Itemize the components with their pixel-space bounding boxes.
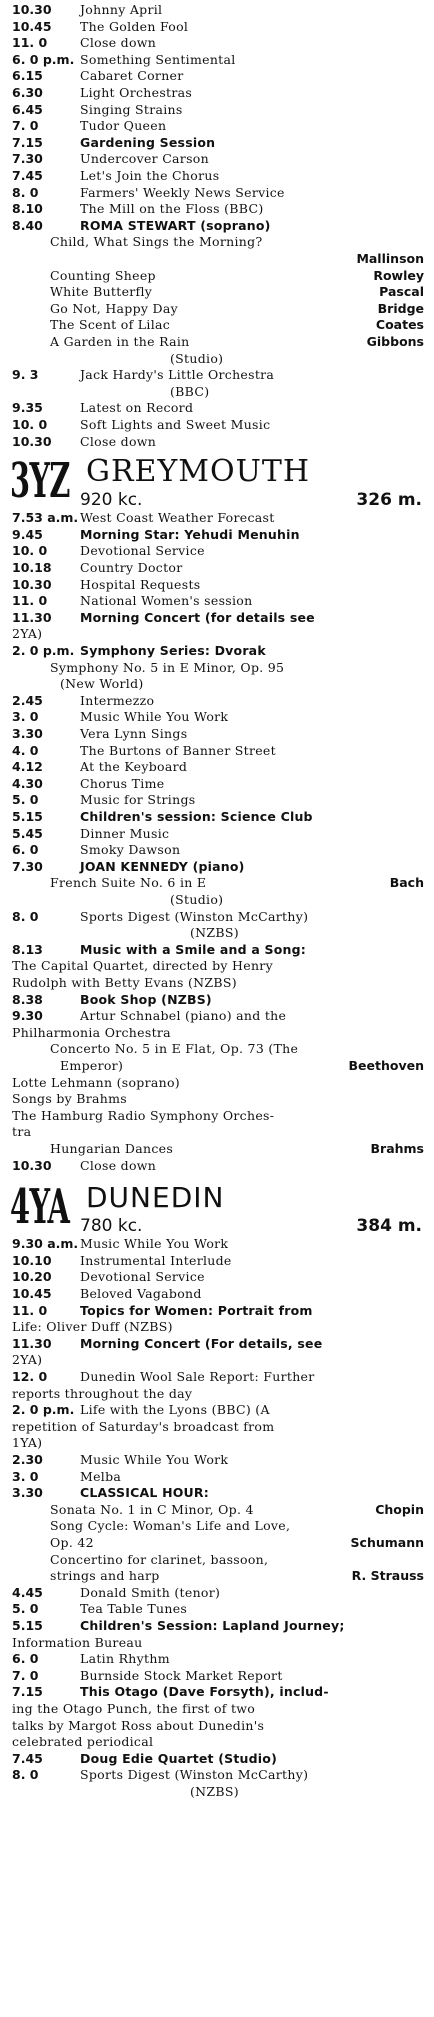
programme-title: Symphony Series: Dvorak [80, 643, 266, 658]
programme-line [0, 626, 434, 642]
station-city: GREYMOUTH [86, 454, 311, 490]
station-header-4ya [0, 1178, 434, 1238]
programme-title: Singing Strains [80, 101, 183, 117]
programme-title: Intermezzo [80, 692, 155, 708]
programme-line [0, 52, 434, 68]
programme-time: 7. 0 [12, 118, 39, 134]
composer-name: Coates [375, 317, 424, 333]
programme-time: 5.45 [12, 825, 43, 841]
programme-title: ROMA STEWART (soprano) [80, 217, 271, 233]
programme-title: Latest on Record [80, 400, 194, 416]
programme-time: 9.30 a.m. [12, 1236, 79, 1252]
programme-line [0, 268, 434, 284]
programme-line [0, 892, 434, 908]
programme-time: 11.30 [12, 1335, 52, 1351]
station-header-3yz [0, 452, 434, 512]
programme-title: Instrumental Interlude [80, 1252, 232, 1268]
programme-title: Tudor Queen [80, 118, 167, 134]
programme-line [0, 1352, 434, 1368]
programme-line [0, 759, 434, 775]
programme-title: Devotional Service [80, 543, 205, 559]
programme-title: Rudolph with Betty Evans (NZBS) [12, 975, 237, 990]
programme-time: 7.15 [12, 1684, 43, 1700]
programme-line [0, 643, 434, 659]
programme-time: 10.10 [12, 1252, 52, 1268]
programme-line [0, 1518, 434, 1534]
programme-title: Farmers' Weekly News Service [80, 184, 285, 200]
programme-title: Light Orchestras [80, 85, 193, 100]
programme-title: Information Bureau [12, 1634, 143, 1650]
programme-time: 3.30 [12, 1485, 43, 1501]
programme-title: tra [12, 1124, 32, 1140]
programme-title: Morning Star: Yehudi Menuhin [80, 526, 300, 542]
programme-time: 7.53 a.m. [12, 510, 79, 526]
programme-line [0, 234, 434, 250]
programme-line [0, 1469, 434, 1485]
programme-time: 5.15 [12, 1618, 43, 1633]
programme-line [0, 975, 434, 991]
programme-time: 4.30 [12, 775, 43, 791]
programme-title: Music While You Work [80, 1452, 229, 1467]
programme-time: 11. 0 [12, 593, 48, 609]
programme-title: White Butterfly [50, 284, 153, 300]
programme-line [0, 1684, 434, 1700]
programme-time: 5.15 [12, 809, 43, 824]
programme-title: This Otago (Dave Forsyth), includ- [80, 1684, 329, 1700]
programme-line [0, 384, 434, 400]
programme-title: West Coast Weather Forecast [80, 510, 275, 526]
programme-line [0, 334, 434, 350]
composer-name: Chopin [375, 1501, 424, 1517]
programme-title: Lotte Lehmann (soprano) [12, 1074, 180, 1090]
programme-title: Sports Digest (Winston McCarthy) [80, 1767, 309, 1783]
programme-title: Country Doctor [80, 560, 183, 575]
station-wavelength: 384 m. [356, 1216, 422, 1237]
programme-time: 4.45 [12, 1584, 43, 1600]
station-frequency: 780 kc. [80, 1216, 143, 1237]
programme-title: talks by Margot Ross about Dunedin's [12, 1717, 265, 1733]
programme-time: 11.30 [12, 609, 52, 625]
programme-line [0, 1336, 434, 1352]
programme-title: Cabaret Corner [80, 68, 184, 84]
programme-time: 10.18 [12, 560, 52, 575]
programme-title: Tea Table Tunes [80, 1601, 188, 1617]
programme-time: 6. 0 p.m. [12, 51, 75, 67]
programme-line [0, 1075, 434, 1091]
programme-line [0, 1485, 434, 1501]
programme-time: 6.30 [12, 85, 43, 100]
programme-title: Children's Session: Lapland Journey; [80, 1618, 345, 1633]
programme-line [0, 577, 434, 593]
programme-time: 8.38 [12, 991, 43, 1007]
programme-line [0, 1668, 434, 1684]
programme-title: Music with a Smile and a Song: [80, 941, 306, 957]
programme-line [0, 875, 434, 891]
programme-time: 5. 0 [12, 792, 39, 808]
programme-line [0, 118, 434, 134]
programme-title: Morning Concert (For details, see [80, 1335, 323, 1351]
programme-title: Dunedin Wool Sale Report: Further [80, 1369, 315, 1384]
programme-time: 7. 0 [12, 1667, 39, 1683]
programme-title: Life with the Lyons (BBC) (A [80, 1402, 270, 1418]
programme-title: Close down [80, 35, 157, 51]
programme-time: 12. 0 [12, 1369, 48, 1384]
programme-time: 10.45 [12, 1286, 52, 1301]
programme-line [0, 1286, 434, 1302]
programme-time: 8.10 [12, 201, 43, 217]
programme-line [0, 1253, 434, 1269]
programme-line [0, 809, 434, 825]
programme-line [0, 2, 434, 18]
composer-name: Rowley [373, 267, 424, 283]
programme-title: The Golden Fool [80, 18, 189, 34]
composer-name: Schumann [350, 1535, 424, 1550]
programme-line [0, 1585, 434, 1601]
programme-line [0, 1236, 434, 1252]
programme-line [0, 400, 434, 416]
programme-title: Burnside Stock Market Report [80, 1667, 283, 1683]
programme-title: Close down [80, 1157, 157, 1173]
programme-title: CLASSICAL HOUR: [80, 1485, 209, 1501]
programme-line [0, 301, 434, 317]
programme-title: Symphony No. 5 in E Minor, Op. 95 [50, 659, 285, 675]
programme-title: (Studio) [170, 350, 224, 366]
programme-title: The Burtons of Banner Street [80, 742, 276, 758]
programme-title: Song Cycle: Woman's Life and Love, [50, 1518, 291, 1534]
programme-title: (New World) [60, 676, 144, 692]
programme-line [0, 168, 434, 184]
programme-time: 2. 0 p.m. [12, 643, 75, 658]
programme-line [0, 1784, 434, 1800]
programme-title: ing the Otago Punch, the first of two [12, 1701, 256, 1716]
programme-time: 2. 0 p.m. [12, 1402, 75, 1418]
programme-title: 2YA) [12, 626, 43, 642]
programme-line [0, 1635, 434, 1651]
programme-title: The Scent of Lilac [50, 317, 171, 333]
programme-line [0, 1269, 434, 1285]
programme-title: Music While You Work [80, 709, 229, 725]
programme-title: Dinner Music [80, 825, 170, 841]
programme-line [0, 1369, 434, 1385]
programme-line [0, 1419, 434, 1435]
programme-line [0, 1141, 434, 1157]
programme-line [0, 510, 434, 526]
programme-time: 6.45 [12, 101, 43, 117]
programme-title: Concerto No. 5 in E Flat, Op. 73 (The [50, 1041, 299, 1057]
programme-title: Philharmonia Orchestra [12, 1024, 171, 1040]
programme-line [0, 543, 434, 559]
programme-time: 10.45 [12, 18, 52, 34]
programme-title: Vera Lynn Sings [80, 726, 188, 741]
programme-title: 1YA) [12, 1435, 43, 1451]
programme-line [0, 1303, 434, 1319]
programme-title: Concertino for clarinet, bassoon, [50, 1551, 269, 1567]
programme-line [0, 1386, 434, 1402]
programme-title: Donald Smith (tenor) [80, 1584, 221, 1600]
programme-time: 9.35 [12, 400, 43, 416]
composer-name: Pascal [379, 284, 424, 300]
programme-line [0, 1058, 434, 1074]
programme-title: Emperor) [60, 1058, 124, 1073]
programme-time: 7.15 [12, 134, 43, 150]
programme-line [0, 826, 434, 842]
programme-title: Smoky Dawson [80, 842, 181, 858]
programme-line [0, 660, 434, 676]
programme-title: Sonata No. 1 in C Minor, Op. 4 [50, 1501, 254, 1517]
programme-title: Doug Edie Quartet (Studio) [80, 1750, 277, 1766]
programme-time: 11. 0 [12, 1302, 48, 1318]
programme-line [0, 351, 434, 367]
programme-title: Chorus Time [80, 775, 165, 791]
station-city: DUNEDIN [86, 1181, 225, 1215]
programme-title: Book Shop (NZBS) [80, 991, 212, 1007]
programme-line [0, 367, 434, 383]
programme-line [0, 859, 434, 875]
programme-line [0, 102, 434, 118]
programme-time: 8.13 [12, 941, 43, 957]
programme-line [0, 434, 434, 450]
programme-title: Hungarian Dances [50, 1141, 174, 1156]
programme-line [0, 317, 434, 333]
programme-title: Close down [80, 433, 157, 449]
programme-time: 10.30 [12, 433, 52, 449]
programme-time: 7.45 [12, 1750, 43, 1766]
programme-title: (NZBS) [190, 1784, 239, 1799]
programme-line [0, 251, 434, 267]
programme-line [0, 1402, 434, 1418]
programme-line [0, 1568, 434, 1584]
programme-line [0, 1601, 434, 1617]
programme-title: Children's session: Science Club [80, 809, 313, 824]
programme-line [0, 743, 434, 759]
programme-time: 11. 0 [12, 35, 48, 51]
programme-title: Morning Concert (for details see [80, 609, 315, 625]
programme-time: 4.12 [12, 759, 43, 775]
programme-line [0, 284, 434, 300]
composer-name: Beethoven [348, 1058, 424, 1073]
programme-title: Devotional Service [80, 1269, 205, 1285]
programme-title: National Women's session [80, 593, 253, 609]
composer-name: Gibbons [366, 334, 424, 349]
programme-line [0, 1751, 434, 1767]
programme-line [0, 1319, 434, 1335]
programme-time: 9. 3 [12, 367, 39, 383]
programme-line [0, 1124, 434, 1140]
programme-line [0, 1651, 434, 1667]
composer-name: R. Strauss [351, 1568, 424, 1584]
programme-time: 10.20 [12, 1269, 52, 1285]
programme-time: 3. 0 [12, 1468, 39, 1484]
programme-title: Let's Join the Chorus [80, 168, 220, 183]
programme-line [0, 925, 434, 941]
programme-line [0, 909, 434, 925]
programme-time: 8. 0 [12, 908, 39, 924]
programme-line [0, 1041, 434, 1057]
composer-name: Brahms [370, 1141, 424, 1156]
programme-title: At the Keyboard [80, 759, 188, 775]
programme-line [0, 958, 434, 974]
programme-time: 10. 0 [12, 417, 48, 432]
programme-time: 10. 0 [12, 543, 48, 559]
programme-title: The Mill on the Floss (BBC) [80, 201, 264, 217]
programme-title: Topics for Women: Portrait from [80, 1302, 313, 1318]
programme-line [0, 1435, 434, 1451]
programme-line [0, 1701, 434, 1717]
programme-line [0, 185, 434, 201]
programme-line [0, 527, 434, 543]
programme-time: 8. 0 [12, 184, 39, 200]
programme-time: 6. 0 [12, 842, 39, 858]
programme-line [0, 1025, 434, 1041]
programme-title: Counting Sheep [50, 267, 156, 283]
programme-line [0, 1008, 434, 1024]
programme-time: 10.30 [12, 1157, 52, 1173]
programme-title: Op. 42 [50, 1535, 94, 1550]
programme-time: 10.30 [12, 2, 52, 17]
programme-line [0, 842, 434, 858]
programme-line [0, 676, 434, 692]
programme-title: repetition of Saturday's broadcast from [12, 1418, 275, 1434]
programme-line [0, 693, 434, 709]
programme-title: Undercover Carson [80, 151, 209, 167]
programme-time: 7.30 [12, 858, 43, 874]
programme-title: Music While You Work [80, 1236, 229, 1252]
programme-title: celebrated periodical [12, 1734, 154, 1750]
programme-time: 6. 0 [12, 1651, 39, 1667]
programme-title: (Studio) [170, 892, 224, 907]
programme-title: Life: Oliver Duff (NZBS) [12, 1319, 173, 1335]
programme-line [0, 726, 434, 742]
programme-title: Johnny April [80, 2, 163, 17]
programme-line [0, 776, 434, 792]
composer-name: Bach [389, 875, 424, 891]
programme-line [0, 560, 434, 576]
programme-title: A Garden in the Rain [50, 334, 190, 349]
station-call-sign: 4YA [10, 1179, 70, 1236]
programme-line [0, 151, 434, 167]
programme-line [0, 19, 434, 35]
programme-title: (NZBS) [190, 925, 239, 941]
programme-line [0, 1552, 434, 1568]
programme-line [0, 1618, 434, 1634]
programme-title: The Hamburg Radio Symphony Orches- [12, 1107, 275, 1123]
programme-time: 9.45 [12, 526, 43, 542]
programme-line [0, 68, 434, 84]
programme-line [0, 1718, 434, 1734]
programme-title: JOAN KENNEDY (piano) [80, 858, 245, 874]
programme-line [0, 593, 434, 609]
composer-name: Bridge [377, 300, 424, 316]
programme-title: Latin Rhythm [80, 1651, 170, 1667]
programme-time: 6.15 [12, 68, 43, 84]
programme-title: (BBC) [170, 383, 210, 399]
programme-line [0, 1158, 434, 1174]
composer-name: Mallinson [356, 251, 424, 266]
programme-line [0, 218, 434, 234]
programme-line [0, 1452, 434, 1468]
programme-time: 8.40 [12, 217, 43, 233]
programme-title: Artur Schnabel (piano) and the [80, 1008, 287, 1024]
programme-title: Soft Lights and Sweet Music [80, 417, 271, 432]
station-call-sign: 3YZ [10, 453, 70, 510]
programme-time: 2.45 [12, 692, 43, 708]
programme-line [0, 1502, 434, 1518]
programme-time: 5. 0 [12, 1601, 39, 1617]
station-wavelength: 326 m. [356, 490, 422, 511]
programme-time: 4. 0 [12, 742, 39, 758]
programme-title: French Suite No. 6 in E [50, 875, 207, 891]
programme-line [0, 1734, 434, 1750]
programme-title: Something Sentimental [80, 51, 236, 67]
programme-line [0, 417, 434, 433]
programme-title: strings and harp [50, 1568, 160, 1584]
programme-time: 2.30 [12, 1452, 43, 1467]
programme-time: 7.45 [12, 168, 43, 183]
programme-line [0, 1535, 434, 1551]
programme-time: 8. 0 [12, 1767, 39, 1783]
station-frequency: 920 kc. [80, 490, 143, 511]
programme-time: 7.30 [12, 151, 43, 167]
programme-line [0, 792, 434, 808]
programme-line [0, 201, 434, 217]
programme-line [0, 135, 434, 151]
programme-time: 10.30 [12, 576, 52, 592]
programme-title: reports throughout the day [12, 1385, 193, 1401]
programme-title: Go Not, Happy Day [50, 300, 178, 316]
programme-title: 2YA) [12, 1352, 43, 1368]
programme-line [0, 1091, 434, 1107]
programme-time: 3. 0 [12, 709, 39, 725]
programme-line [0, 942, 434, 958]
programme-title: Beloved Vagabond [80, 1286, 202, 1301]
programme-line [0, 85, 434, 101]
programme-line [0, 1767, 434, 1783]
programme-title: Sports Digest (Winston McCarthy) [80, 908, 309, 924]
programme-title: Melba [80, 1468, 122, 1484]
programme-time: 3.30 [12, 726, 43, 741]
programme-time: 9.30 [12, 1008, 43, 1024]
programme-title: Music for Strings [80, 792, 196, 808]
programme-line [0, 35, 434, 51]
programme-title: Gardening Session [80, 134, 216, 150]
programme-line [0, 992, 434, 1008]
programme-title: Jack Hardy's Little Orchestra [80, 367, 275, 383]
programme-title: Hospital Requests [80, 576, 201, 592]
programme-title: Child, What Sings the Morning? [50, 234, 263, 250]
programme-title: Songs by Brahms [12, 1091, 127, 1107]
programme-title: The Capital Quartet, directed by Henry [12, 958, 273, 974]
programme-line [0, 610, 434, 626]
programme-line [0, 1108, 434, 1124]
programme-line [0, 709, 434, 725]
